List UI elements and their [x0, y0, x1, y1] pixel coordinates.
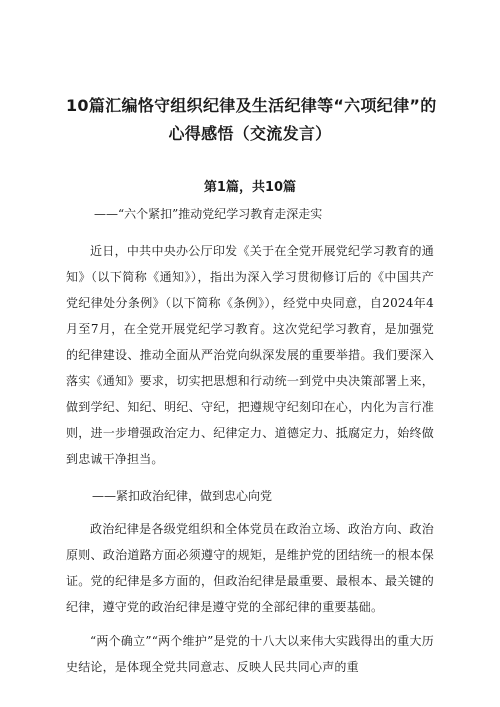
paragraph-1: 近日，中共中央办公厅印发《关于在全党开展党纪学习教育的通知》（以下简称《通知》），指出为深入学习贯彻修订后的《中国共产党纪律处分条例》（以下简称《条例》），经党中央同意，自2024年4月至7月，在全党开展党纪学习教育。这次党纪学习教育，是加强党的纪律建设、推动全面从严治党向纵深发展的重要举措。我们要深入落实《通知》要求，切实把思想和行动统一到党中央决策部署上来，做到学纪、知纪、明纪、守纪，把遵规守纪刻印在心，内化为言行准则，进一步增强政治定力、纪律定力、道德定力、抵腐定力，始终做到忠诚干净担当。 [66, 244, 434, 466]
section-heading-1: ——紧扣政治纪律，做到忠心向党 [92, 489, 273, 503]
title-line-2: 心得感悟（交流发言） [168, 124, 332, 143]
document-title [66, 0, 437, 148]
chapter-label: 第1篇，共10篇 [203, 180, 297, 195]
paragraph-2: 政治纪律是各级党组织和全体党员在政治立场、政治方向、政治原则、政治道路方面必须遵守的规矩，是维护党的团结统一的根本保证。党的纪律是多方面的，但政治纪律是最重要、最根本、最关键的纪律，遵守党的政治纪律是遵守党的全部纪律的重要基础。 [66, 522, 434, 614]
title-line-1: 10篇汇编恪守组织纪律及生活纪律等“六项纪律”的 [66, 96, 437, 115]
paragraph-3: “两个确立”“两个维护”是党的十八大以来伟大实践得出的重大历史结论，是体现全党共同意志、反映人民共同心声的重 [66, 634, 434, 674]
subtitle: ——“六个紧扣”推动党纪学习教育走深走实 [94, 207, 323, 221]
